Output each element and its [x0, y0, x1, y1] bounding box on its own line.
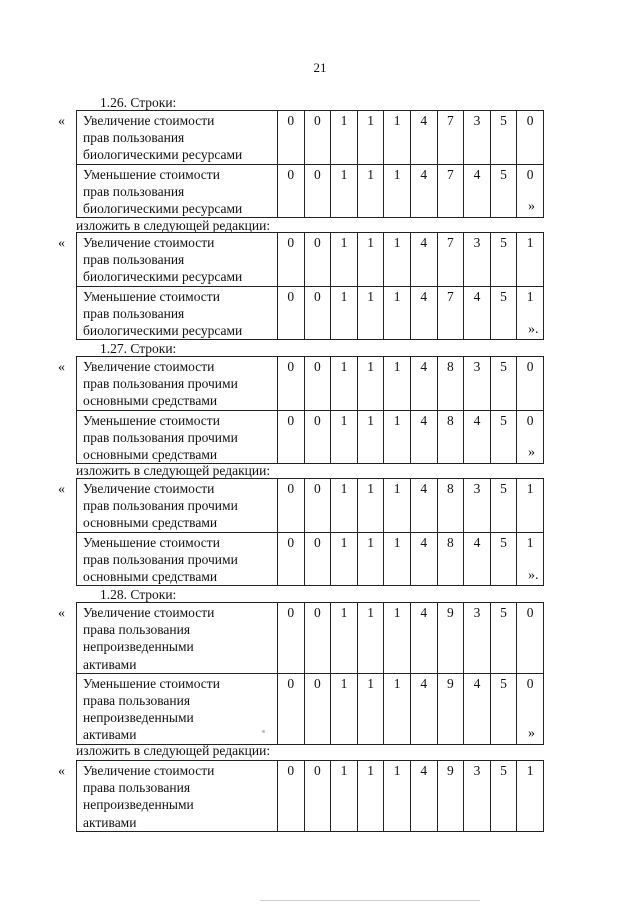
code-digit: 4 [464, 410, 491, 464]
code-digit: 1 [384, 286, 411, 340]
code-digit: 1 [357, 357, 384, 411]
code-digit: 1 [357, 111, 384, 165]
code-digit: 0 [304, 479, 331, 533]
code-digit: 0 [278, 164, 305, 218]
code-digit: 1 [517, 761, 544, 832]
code-digit: 1 [331, 164, 358, 218]
code-digit: 8 [437, 532, 464, 586]
code-digit: 0 [278, 410, 305, 464]
replace-note: изложить в следующей редакции: [76, 463, 271, 478]
code-digit: 3 [464, 603, 491, 674]
code-digit: 1 [384, 673, 411, 744]
code-digit: 1 [384, 233, 411, 287]
section-title-1-28: 1.28. Строки: [100, 587, 177, 602]
row-description: Увеличение стоимости прав пользования биологическими ресурсами [77, 233, 278, 287]
code-digit: 0 [278, 532, 305, 586]
code-digit: 1 [331, 233, 358, 287]
code-digit: 0 [304, 164, 331, 218]
code-digit: 4 [410, 410, 437, 464]
code-digit: 9 [437, 673, 464, 744]
code-digit: 4 [410, 479, 437, 533]
code-digit: 9 [437, 761, 464, 832]
table-row [77, 410, 544, 464]
code-digit: 0 [517, 164, 544, 218]
code-digit: 4 [464, 286, 491, 340]
section-title-1-26: 1.26. Строки: [100, 95, 177, 110]
open-quote: « [58, 114, 65, 129]
code-digit: 4 [464, 673, 491, 744]
replace-note: изложить в следующей редакции: [76, 218, 271, 233]
code-digit: 4 [410, 603, 437, 674]
row-description: Уменьшение стоимости прав пользования прочими основными средствами [77, 532, 278, 586]
code-digit: 8 [437, 357, 464, 411]
code-digit: 0 [278, 111, 305, 165]
row-description: Увеличение стоимости прав пользования биологическими ресурсами [77, 111, 278, 165]
code-digit: 0 [278, 233, 305, 287]
code-digit: 0 [278, 603, 305, 674]
code-digit: 0 [304, 532, 331, 586]
codes-table-1-28-new [76, 760, 544, 832]
code-digit: 1 [357, 673, 384, 744]
code-digit: 0 [278, 357, 305, 411]
row-description: Увеличение стоимости права пользования непроизведенными активами [77, 761, 278, 832]
code-digit: 1 [517, 233, 544, 287]
open-quote: « [58, 482, 65, 497]
code-digit: 5 [490, 479, 517, 533]
code-digit: 1 [357, 410, 384, 464]
code-digit: 0 [304, 111, 331, 165]
code-digit: 0 [517, 111, 544, 165]
code-digit: 1 [517, 286, 544, 340]
table-row [77, 761, 544, 832]
code-digit: 5 [490, 673, 517, 744]
row-description: Увеличение стоимости права пользования непроизведенными активами [77, 603, 278, 674]
code-digit: 1 [331, 479, 358, 533]
open-quote: « [58, 606, 65, 621]
code-digit: 5 [490, 286, 517, 340]
code-digit: 4 [410, 233, 437, 287]
codes-table-1-27-old [76, 356, 544, 464]
code-digit: 1 [384, 410, 411, 464]
code-digit: 1 [384, 761, 411, 832]
code-digit: 0 [304, 761, 331, 832]
code-digit: 4 [464, 532, 491, 586]
code-digit: 1 [331, 357, 358, 411]
code-digit: 4 [410, 532, 437, 586]
code-digit: 1 [517, 532, 544, 586]
code-digit: 0 [304, 233, 331, 287]
code-digit: 3 [464, 761, 491, 832]
close-quote: ». [528, 568, 539, 583]
codes-table-1-26-new [76, 232, 544, 340]
table-row [77, 673, 544, 744]
close-quote: ». [528, 322, 539, 337]
code-digit: 7 [437, 286, 464, 340]
code-digit: 0 [278, 479, 305, 533]
section-title-1-27: 1.27. Строки: [100, 341, 177, 356]
code-digit: 7 [437, 233, 464, 287]
code-digit: 1 [331, 532, 358, 586]
row-description: Уменьшение стоимости прав пользования биологическими ресурсами [77, 164, 278, 218]
code-digit: 1 [384, 164, 411, 218]
table-row [77, 603, 544, 674]
row-description: Уменьшение стоимости прав пользования биологическими ресурсами [77, 286, 278, 340]
code-digit: 3 [464, 233, 491, 287]
code-digit: 1 [357, 233, 384, 287]
code-digit: 0 [304, 410, 331, 464]
code-digit: 1 [357, 479, 384, 533]
code-digit: 1 [331, 286, 358, 340]
table-row [77, 286, 544, 340]
close-quote: » [528, 726, 535, 741]
row-description: Уменьшение стоимости права пользования непроизведенными активами [77, 673, 278, 744]
code-digit: 0 [517, 410, 544, 464]
row-description: Увеличение стоимости прав пользования прочими основными средствами [77, 357, 278, 411]
code-digit: 7 [437, 111, 464, 165]
codes-table-1-27-new [76, 478, 544, 586]
page-number: 21 [313, 60, 327, 75]
code-digit: 4 [410, 673, 437, 744]
code-digit: 1 [384, 479, 411, 533]
code-digit: 0 [517, 357, 544, 411]
code-digit: 0 [304, 673, 331, 744]
code-digit: 4 [410, 761, 437, 832]
code-digit: 8 [437, 410, 464, 464]
code-digit: 3 [464, 111, 491, 165]
code-digit: 1 [331, 111, 358, 165]
code-digit: 0 [278, 761, 305, 832]
table-row [77, 479, 544, 533]
code-digit: 0 [304, 357, 331, 411]
code-digit: 0 [304, 286, 331, 340]
code-digit: 1 [384, 357, 411, 411]
code-digit: 4 [464, 164, 491, 218]
row-description: Уменьшение стоимости прав пользования прочими основными средствами [77, 410, 278, 464]
code-digit: 0 [517, 603, 544, 674]
code-digit: 5 [490, 164, 517, 218]
code-digit: 1 [384, 603, 411, 674]
code-digit: 1 [357, 761, 384, 832]
code-digit: 4 [410, 164, 437, 218]
open-quote: « [58, 236, 65, 251]
replace-note: изложить в следующей редакции: [76, 743, 271, 758]
code-digit: 5 [490, 761, 517, 832]
code-digit: 1 [357, 532, 384, 586]
code-digit: 0 [304, 603, 331, 674]
codes-table-1-26-old [76, 110, 544, 218]
code-digit: 1 [331, 673, 358, 744]
code-digit: 3 [464, 357, 491, 411]
table-row [77, 164, 544, 218]
code-digit: 5 [490, 111, 517, 165]
code-digit: 5 [490, 603, 517, 674]
code-digit: 1 [331, 761, 358, 832]
open-quote: « [58, 764, 65, 779]
code-digit: 4 [410, 357, 437, 411]
table-row [77, 357, 544, 411]
code-digit: 3 [464, 479, 491, 533]
open-quote: « [58, 360, 65, 375]
code-digit: 9 [437, 603, 464, 674]
table-row [77, 111, 544, 165]
scan-edge-line [260, 900, 480, 901]
code-digit: 5 [490, 410, 517, 464]
code-digit: 7 [437, 164, 464, 218]
code-digit: 1 [331, 410, 358, 464]
close-quote: » [528, 445, 535, 460]
codes-table-1-28-old [76, 602, 544, 745]
code-digit: 0 [278, 286, 305, 340]
table-row [77, 532, 544, 586]
scan-dot [262, 730, 265, 733]
code-digit: 1 [357, 286, 384, 340]
code-digit: 1 [331, 603, 358, 674]
code-digit: 1 [517, 479, 544, 533]
code-digit: 5 [490, 357, 517, 411]
code-digit: 4 [410, 286, 437, 340]
row-description: Увеличение стоимости прав пользования прочими основными средствами [77, 479, 278, 533]
code-digit: 0 [278, 673, 305, 744]
close-quote: » [528, 199, 535, 214]
code-digit: 5 [490, 532, 517, 586]
table-row [77, 233, 544, 287]
code-digit: 8 [437, 479, 464, 533]
code-digit: 1 [357, 603, 384, 674]
code-digit: 5 [490, 233, 517, 287]
code-digit: 4 [410, 111, 437, 165]
code-digit: 1 [384, 111, 411, 165]
code-digit: 1 [357, 164, 384, 218]
code-digit: 0 [517, 673, 544, 744]
code-digit: 1 [384, 532, 411, 586]
